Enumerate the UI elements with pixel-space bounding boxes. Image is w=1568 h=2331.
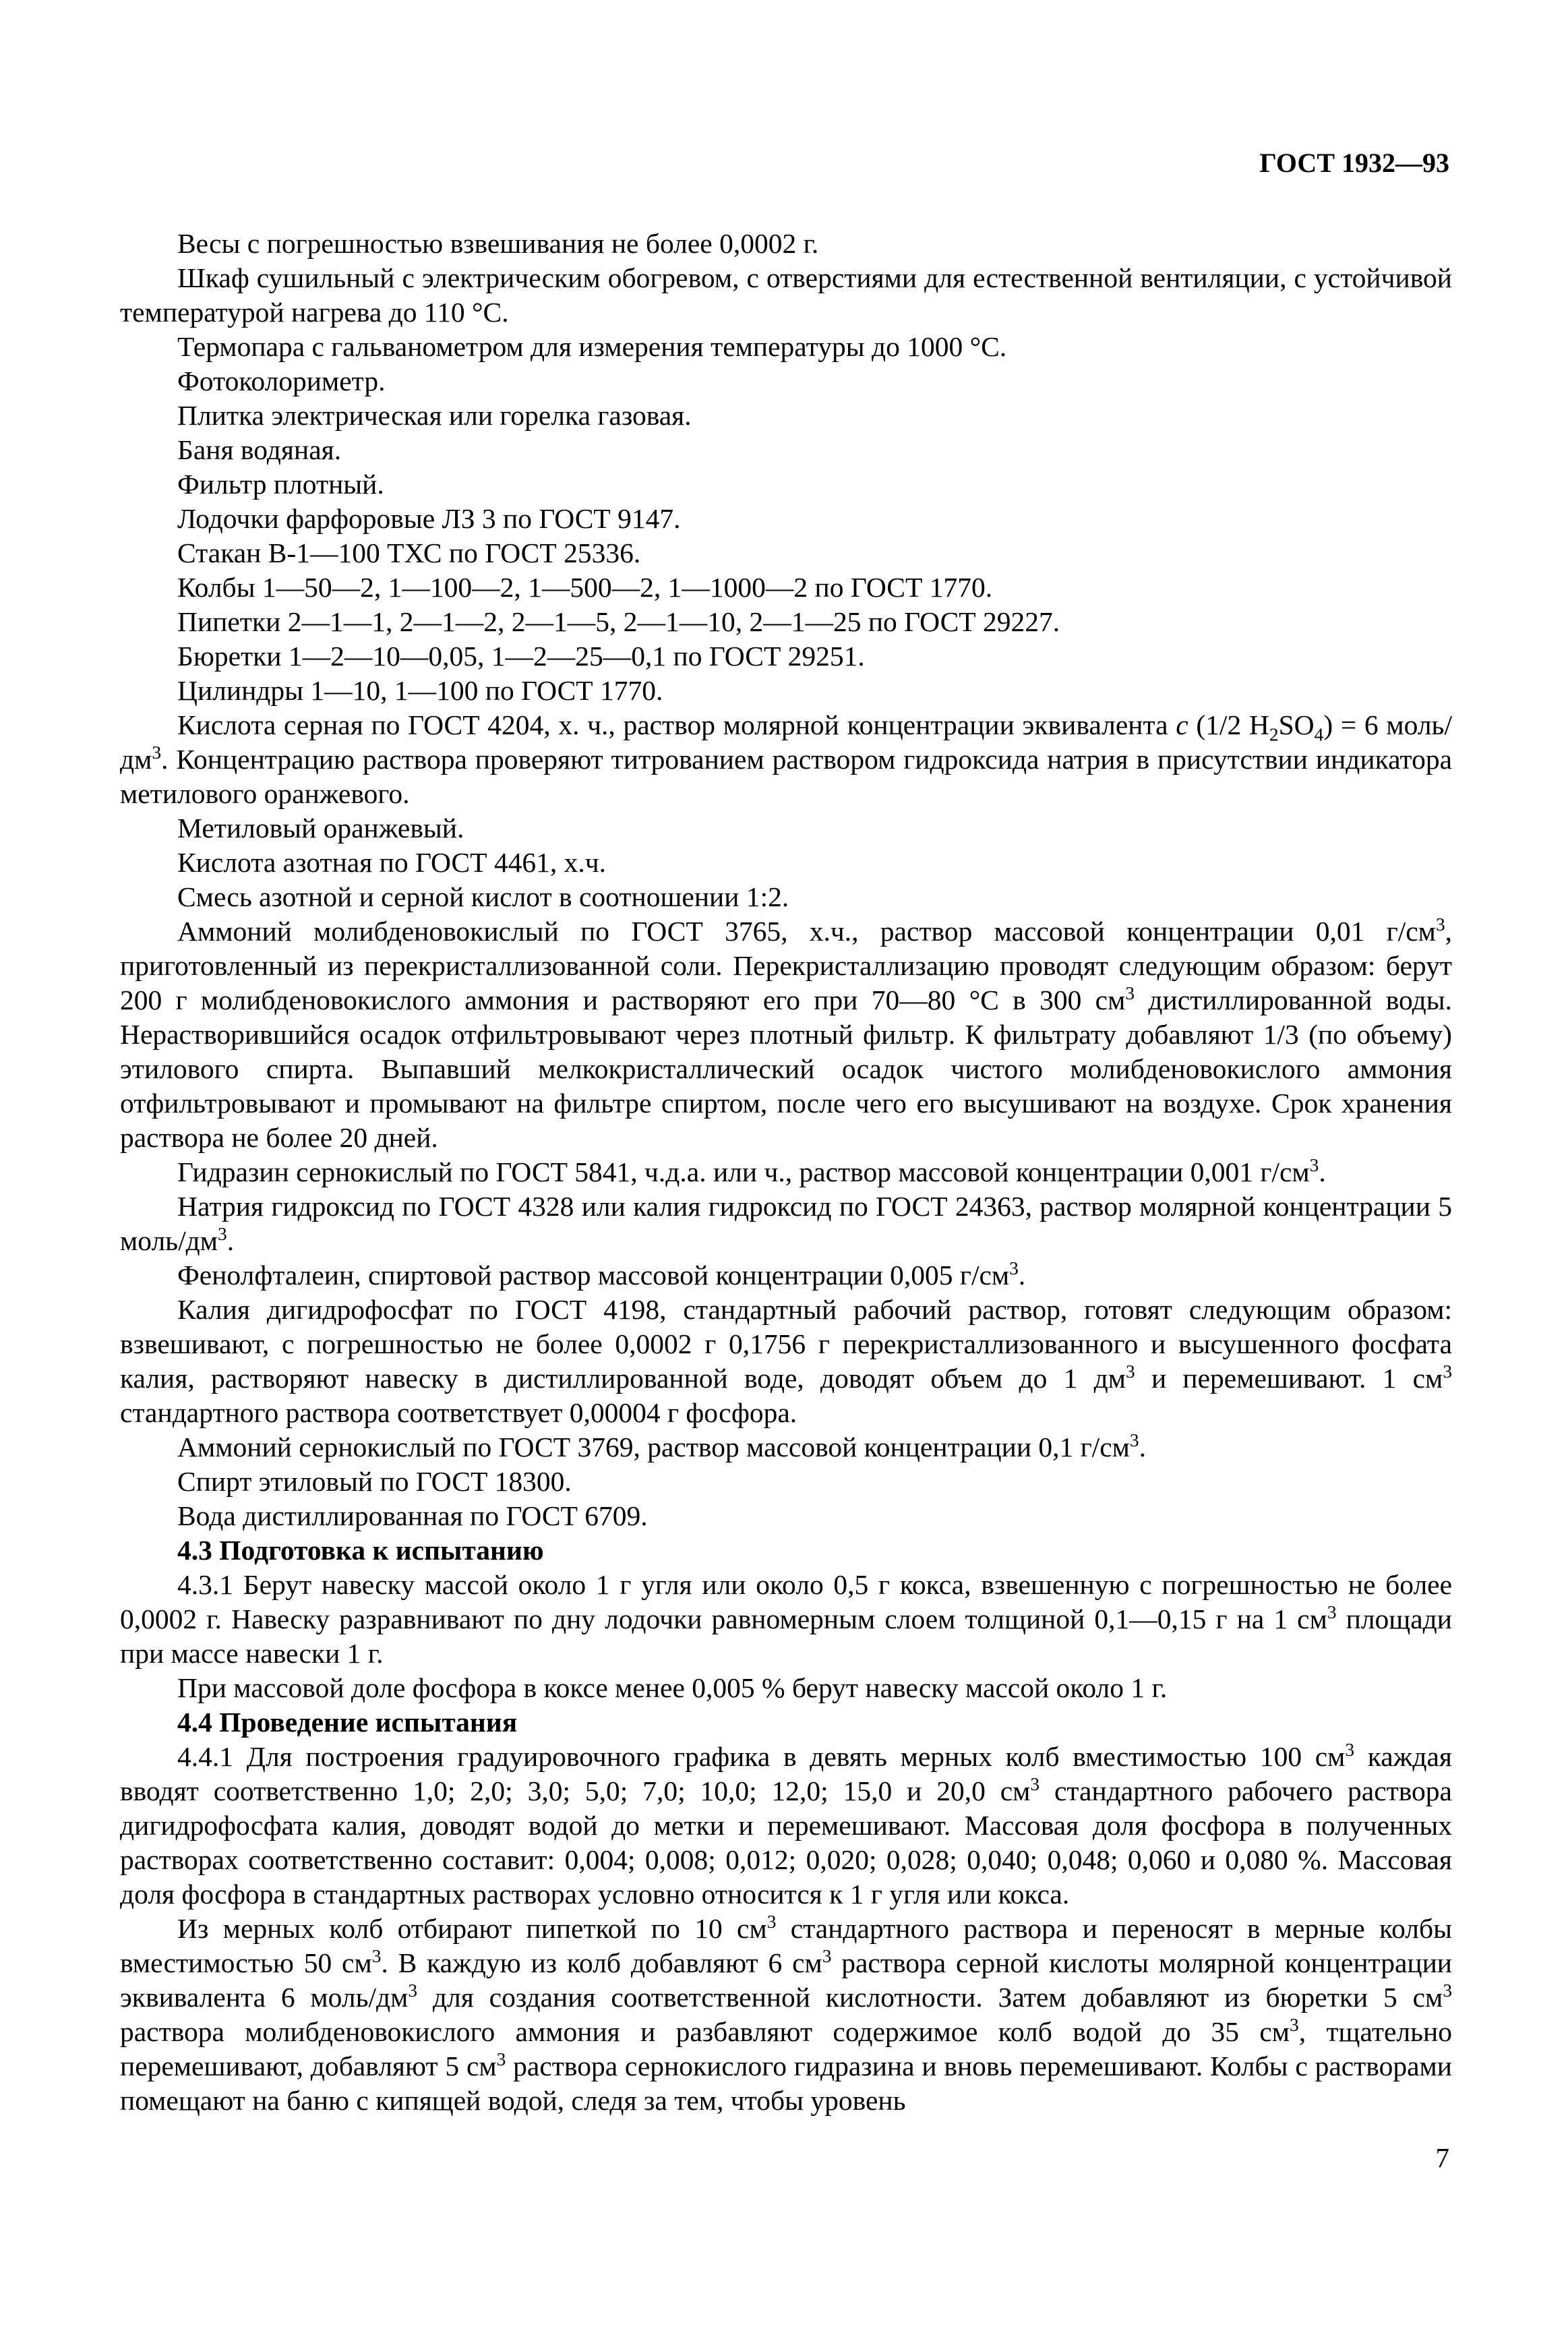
- paragraph: 4.3.1 Берут навеску массой около 1 г угля или около 0,5 г кокса, взвешенную с погрешностью не более 0,0002 г. Навеску разравнивают по дну лодочки равномерным слоем толщиной 0,1—0,15 г на 1 $см^3$ площади при массе навески 1 г.: [120, 1569, 1452, 1669]
- paragraph: Гидразин сернокислый по ГОСТ 5841, ч.д.а. или ч., раствор массовой концентрации 0,001 $г/см^3$.: [177, 1155, 1326, 1187]
- paragraph: Аммоний молибденовокислый по ГОСТ 3765, х.ч., раствор массовой концентрации 0,01 $г/см^3$, приготовленный из перекристаллизованной соли. Перекристаллизацию проводят следующим образом: берут 200 г молибденовокислого аммония и растворяют его при 70—80 °С в 300 $см^3$ дистиллированной воды. Нерастворившийся осадок отфильтровывают через плотный фильтр. К фильтрату добавляют 1/3 (по объему) этилового спирта. Выпавший мелкокристаллический осадок чистого молибденовокислого аммония отфильтровывают и промывают на фильтре спиртом, после чего его высушивают на воздухе. Срок хранения раствора не более 20 дней.: [120, 914, 1452, 1153]
- paragraph: Термопара с гальванометром для измерения температуры до 1000 °С.: [177, 331, 1007, 362]
- paragraph: Смесь азотной и серной кислот в соотношении 1:2.: [177, 881, 789, 912]
- paragraph: Лодочки фарфоровые ЛЗ 3 по ГОСТ 9147.: [177, 503, 681, 534]
- document-body: [120, 227, 1452, 2118]
- paragraph: Спирт этиловый по ГОСТ 18300.: [177, 1466, 572, 1497]
- page-number: 7: [1435, 2142, 1449, 2173]
- paragraph: Метиловый оранжевый.: [177, 813, 464, 844]
- section-heading: 4.3 Подготовка к испытанию: [177, 1535, 544, 1566]
- paragraph: Аммоний сернокислый по ГОСТ 3769, раствор массовой концентрации 0,1 $г/см^3$.: [177, 1430, 1146, 1463]
- paragraph: Калия дигидрофосфат по ГОСТ 4198, стандартный рабочий раствор, готовят следующим образом: взвешивают, с погрешностью не более 0,0002 г 0,1756 г перекристаллизованного и высушенного фосфата калия, растворяют навеску в дистиллированной воде, доводят объем до 1 $дм^3$ и перемешивают. 1 $см^3$ стандартного раствора соответствует 0,00004 г фосфора.: [120, 1294, 1452, 1428]
- paragraph: Пипетки 2—1—1, 2—1—2, 2—1—5, 2—1—10, 2—1—25 по ГОСТ 29227.: [177, 606, 1060, 637]
- paragraph: Фильтр плотный.: [177, 469, 384, 500]
- paragraph: Вода дистиллированная по ГОСТ 6709.: [177, 1500, 648, 1531]
- paragraph: 4.4.1 Для построения градуировочного графика в девять мерных колб вместимостью 100 $см^3$ каждая вводят соответственно 1,0; 2,0; 3,0; 5,0; 7,0; 10,0; 12,0; 15,0 и 20,0 $см^3$ стандартного рабочего раствора дигидрофосфата калия, доводят водой до метки и перемешивают. Массовая доля фосфора в полученных растворах соответственно составит: 0,004; 0,008; 0,012; 0,020; 0,028; 0,040; 0,048; 0,060 и 0,080 %. Массовая доля фосфора в стандартных растворах условно относится к 1 г угля или кокса.: [120, 1740, 1453, 1910]
- paragraph: Стакан В-1—100 ТХС по ГОСТ 25336.: [177, 537, 641, 568]
- paragraph: Цилиндры 1—10, 1—100 по ГОСТ 1770.: [177, 675, 663, 706]
- paragraph: Фотоколориметр.: [177, 365, 386, 396]
- page-header: ГОСТ 1932—93: [1259, 148, 1449, 178]
- paragraph: Колбы 1—50—2, 1—100—2, 1—500—2, 1—1000—2 по ГОСТ 1770.: [177, 572, 993, 603]
- paragraph: При массовой доле фосфора в коксе менее 0,005 % берут навеску массой около 1 г.: [177, 1672, 1168, 1703]
- paragraph: Фенолфталеин, спиртовой раствор массовой концентрации 0,005 $г/см^3$.: [177, 1258, 1026, 1291]
- paragraph: Плитка электрическая или горелка газовая.: [177, 400, 692, 431]
- paragraph: Натрия гидроксид по ГОСТ 4328 или калия гидроксид по ГОСТ 24363, раствор молярной концентрации 5 моль/$дм^3$.: [120, 1191, 1452, 1256]
- paragraph: Кислота серная по ГОСТ 4204, х. ч., раствор молярной концентрации эквивалента с (1/2 $H_2SO_4) = 6$ моль/$дм^3$. Концентрацию раствора проверяют титрованием раствором гидроксида натрия в присутствии индикатора метилового оранжевого.: [120, 709, 1452, 809]
- paragraph: Баня водяная.: [177, 434, 342, 465]
- paragraph: Шкаф сушильный с электрическим обогревом, с отверстиями для естественной вентиляции, с устойчивой температурой нагрева до 110 °С.: [120, 262, 1452, 328]
- paragraph: Бюретки 1—2—10—0,05, 1—2—25—0,1 по ГОСТ 29251.: [177, 641, 865, 672]
- paragraph: Кислота азотная по ГОСТ 4461, х.ч.: [177, 847, 606, 878]
- paragraph: Из мерных колб отбирают пипеткой по 10 $см^3$ стандартного раствора и переносят в мерные колбы вместимостью 50 $см^3$. В каждую из колб добавляют 6 $см^3$ раствора серной кислоты молярной концентрации эквивалента 6 моль/$дм^3$ для создания соответственной кислотности. Затем добавляют из бюретки 5 $см^3$ раствора молибденовокислого аммония и разбавляют содержимое колб водой до 35 $см^3$, тщательно перемешивают, добавляют 5 $см^3$ раствора сернокислого гидразина и вновь перемешивают. Колбы с растворами помещают на баню с кипящей водой, следя за тем, чтобы уровень: [120, 1912, 1453, 2116]
- section-heading: 4.4 Проведение испытания: [177, 1707, 518, 1738]
- paragraph: Весы с погрешностью взвешивания не более 0,0002 г.: [177, 228, 819, 259]
